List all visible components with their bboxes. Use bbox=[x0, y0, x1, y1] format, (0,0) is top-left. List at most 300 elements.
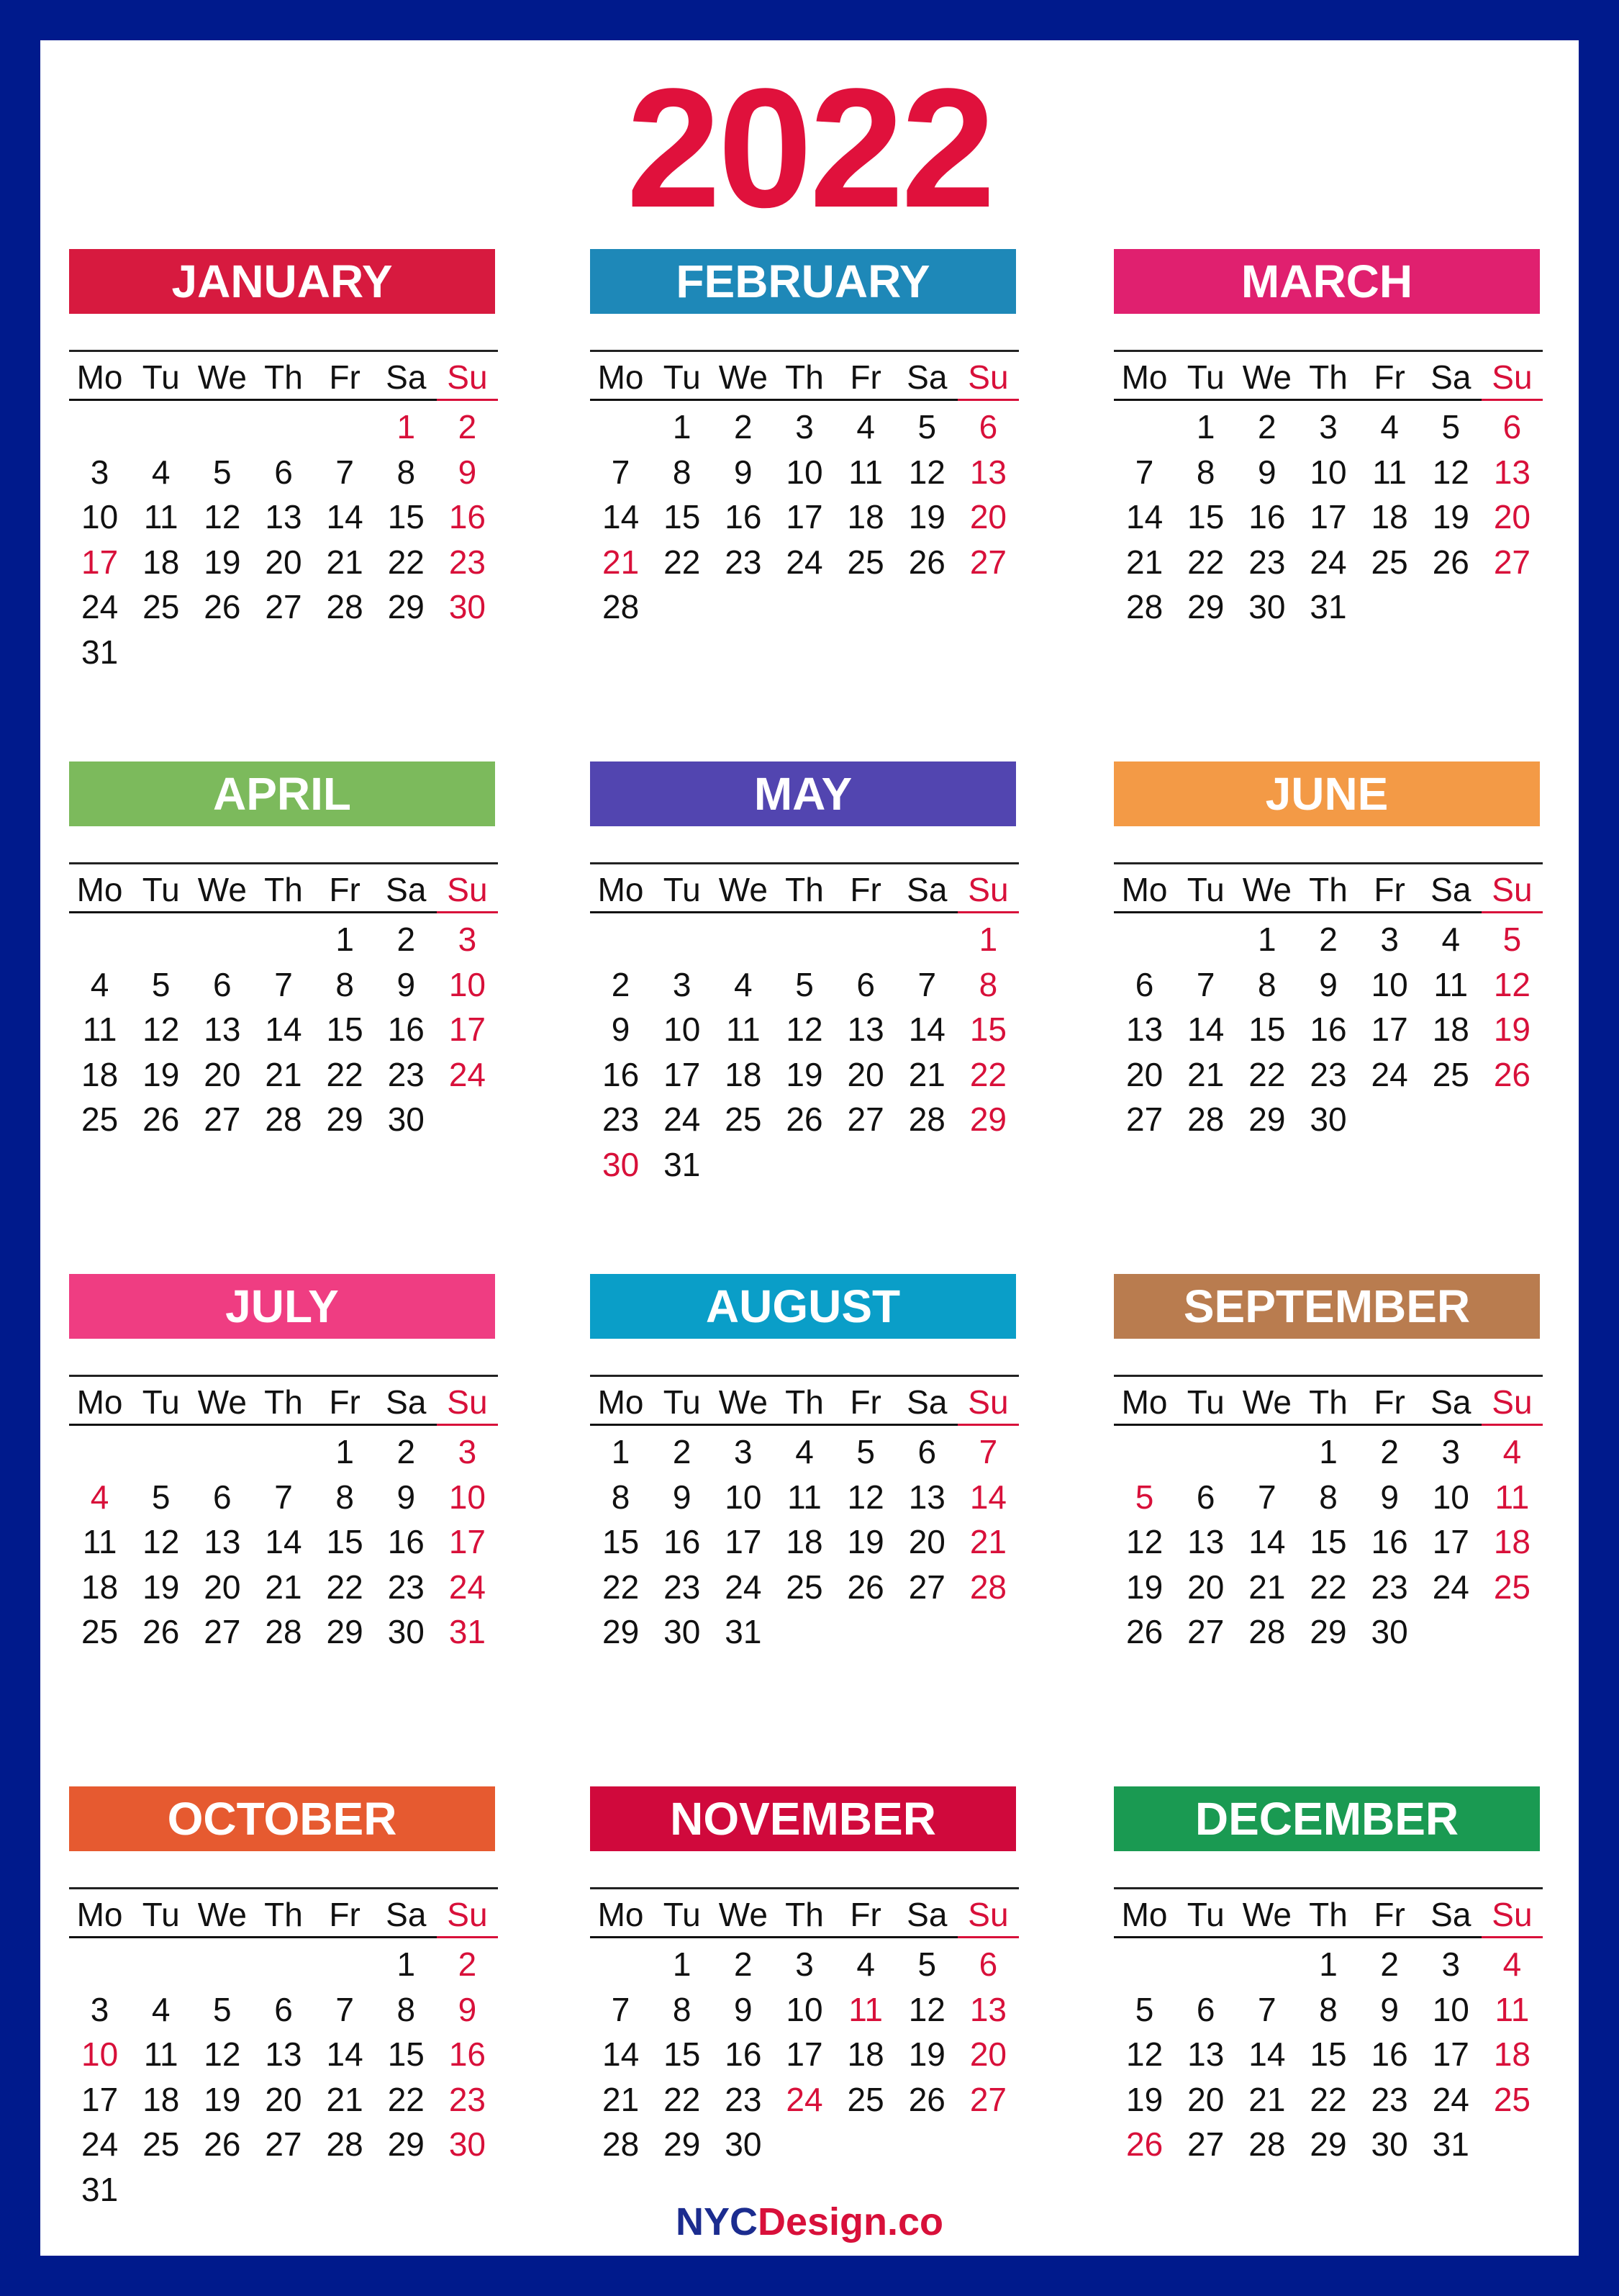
month-rule bbox=[69, 1375, 498, 1377]
day-cell: 9 bbox=[734, 453, 753, 491]
weekday-label: Su bbox=[958, 356, 1019, 401]
day-cell: 9 bbox=[734, 1990, 753, 2028]
day-cell: 6 bbox=[979, 408, 998, 446]
weekday-header bbox=[1114, 868, 1543, 911]
day-cell: 21 bbox=[602, 543, 640, 581]
day-cell: 23 bbox=[1310, 1055, 1347, 1093]
day-cell: 8 bbox=[1196, 453, 1215, 491]
day-cell: 8 bbox=[1319, 1478, 1338, 1516]
day-cell: 12 bbox=[1432, 453, 1469, 491]
day-cell: 16 bbox=[663, 1523, 701, 1560]
day-grid bbox=[590, 1942, 1019, 2167]
day-grid bbox=[69, 917, 498, 1142]
weekday-header bbox=[1114, 356, 1543, 399]
footer-credit bbox=[0, 2197, 1619, 2247]
month-rule bbox=[590, 862, 1019, 864]
empty-cell bbox=[1114, 917, 1175, 962]
day-cell: 30 bbox=[1310, 1100, 1347, 1138]
month-banner: NOVEMBER bbox=[590, 1786, 1016, 1851]
day-cell: 2 bbox=[1380, 1433, 1399, 1470]
weekday-label: We bbox=[712, 1893, 774, 1938]
weekday-label: Sa bbox=[1420, 356, 1482, 401]
month-rule bbox=[590, 1887, 1019, 1889]
day-cell: 19 bbox=[204, 2080, 241, 2118]
day-cell: 16 bbox=[725, 2035, 762, 2073]
day-cell: 18 bbox=[1432, 1011, 1469, 1048]
day-cell: 27 bbox=[969, 543, 1007, 581]
day-cell: 5 bbox=[213, 453, 232, 491]
weekday-label: Fr bbox=[835, 868, 897, 913]
weekday-label: Su bbox=[1482, 1893, 1543, 1938]
weekday-label: Th bbox=[774, 868, 835, 913]
day-cell: 25 bbox=[786, 1568, 823, 1606]
day-cell: 3 bbox=[1319, 408, 1338, 446]
footer-brand-part1: NYC bbox=[675, 2200, 758, 2243]
day-cell: 1 bbox=[672, 1945, 691, 1983]
day-cell: 24 bbox=[786, 543, 823, 581]
weekday-label: Tu bbox=[651, 1380, 712, 1426]
day-cell: 17 bbox=[786, 2035, 823, 2073]
weekday-label: Sa bbox=[1420, 1380, 1482, 1426]
day-cell: 8 bbox=[396, 453, 416, 491]
day-cell: 1 bbox=[335, 921, 354, 958]
day-cell: 27 bbox=[265, 2125, 302, 2163]
day-cell: 18 bbox=[81, 1568, 119, 1606]
day-cell: 30 bbox=[1248, 588, 1286, 625]
day-cell: 29 bbox=[326, 1100, 363, 1138]
day-cell: 24 bbox=[1432, 2080, 1469, 2118]
day-grid bbox=[69, 1942, 498, 2212]
day-cell: 16 bbox=[1371, 2035, 1408, 2073]
day-cell: 19 bbox=[847, 1523, 884, 1560]
weekday-label: Mo bbox=[590, 868, 651, 913]
day-cell: 18 bbox=[847, 498, 884, 535]
weekday-label: Th bbox=[774, 1380, 835, 1426]
day-cell: 23 bbox=[448, 2080, 486, 2118]
empty-cell bbox=[1114, 404, 1175, 450]
month-banner: JANUARY bbox=[69, 249, 495, 314]
day-cell: 29 bbox=[326, 1613, 363, 1650]
day-cell: 20 bbox=[908, 1523, 945, 1560]
day-cell: 3 bbox=[458, 921, 477, 958]
day-cell: 9 bbox=[458, 453, 477, 491]
day-cell: 1 bbox=[396, 1945, 416, 1983]
day-cell: 15 bbox=[663, 498, 701, 535]
day-cell: 11 bbox=[725, 1011, 761, 1048]
day-cell: 29 bbox=[969, 1100, 1007, 1138]
weekday-label: We bbox=[1236, 356, 1297, 401]
weekday-label: Th bbox=[774, 1893, 835, 1938]
weekday-label: Sa bbox=[897, 356, 958, 401]
day-cell: 19 bbox=[1493, 1011, 1530, 1048]
day-cell: 7 bbox=[274, 965, 293, 1003]
weekday-label: Su bbox=[1482, 1380, 1543, 1426]
day-cell: 27 bbox=[969, 2080, 1007, 2118]
day-cell: 19 bbox=[786, 1055, 823, 1093]
month-rule bbox=[590, 1375, 1019, 1377]
day-cell: 2 bbox=[734, 1945, 753, 1983]
month-rule bbox=[1114, 1887, 1543, 1889]
empty-cell bbox=[1114, 1429, 1175, 1475]
day-cell: 10 bbox=[1432, 1990, 1469, 2028]
day-cell: 20 bbox=[969, 2035, 1007, 2073]
weekday-label: Mo bbox=[69, 868, 130, 913]
day-cell: 26 bbox=[142, 1100, 180, 1138]
day-cell: 4 bbox=[151, 453, 171, 491]
day-cell: 13 bbox=[1187, 2035, 1225, 2073]
weekday-label: Tu bbox=[651, 1893, 712, 1938]
day-cell: 8 bbox=[672, 1990, 691, 2028]
day-cell: 4 bbox=[1441, 921, 1461, 958]
weekday-label: Mo bbox=[1114, 868, 1175, 913]
day-cell: 14 bbox=[602, 2035, 640, 2073]
empty-cell bbox=[130, 404, 191, 450]
day-cell: 6 bbox=[213, 965, 232, 1003]
day-cell: 13 bbox=[1125, 1011, 1164, 1048]
day-cell: 26 bbox=[1125, 1613, 1164, 1650]
weekday-header bbox=[590, 1893, 1019, 1936]
day-cell: 19 bbox=[1125, 2080, 1164, 2118]
day-cell: 27 bbox=[1493, 543, 1530, 581]
day-cell: 2 bbox=[672, 1433, 691, 1470]
weekday-label: Tu bbox=[1175, 356, 1236, 401]
day-cell: 26 bbox=[847, 1568, 884, 1606]
weekday-label: We bbox=[191, 868, 253, 913]
weekday-label: Fr bbox=[314, 868, 376, 913]
weekday-label: Mo bbox=[1114, 1380, 1175, 1426]
day-cell: 20 bbox=[265, 543, 302, 581]
day-cell: 1 bbox=[335, 1433, 354, 1470]
day-cell: 12 bbox=[204, 2035, 241, 2073]
month-banner: DECEMBER bbox=[1114, 1786, 1540, 1851]
day-cell: 13 bbox=[1187, 1523, 1225, 1560]
empty-cell bbox=[314, 404, 376, 450]
weekday-label: Su bbox=[437, 1380, 498, 1426]
day-cell: 15 bbox=[387, 2035, 425, 2073]
day-cell: 5 bbox=[795, 965, 814, 1003]
day-cell: 31 bbox=[1310, 588, 1347, 625]
day-cell: 8 bbox=[611, 1478, 630, 1516]
day-cell: 1 bbox=[1196, 408, 1215, 446]
weekday-header bbox=[69, 1893, 498, 1936]
day-cell: 10 bbox=[1432, 1478, 1469, 1516]
day-cell: 25 bbox=[847, 2080, 884, 2118]
day-cell: 24 bbox=[448, 1055, 486, 1093]
empty-cell bbox=[69, 404, 130, 450]
day-cell: 5 bbox=[1441, 408, 1461, 446]
day-cell: 15 bbox=[1310, 1523, 1347, 1560]
day-cell: 9 bbox=[458, 1990, 477, 2028]
weekday-label: Fr bbox=[1359, 1893, 1420, 1938]
day-cell: 2 bbox=[1258, 408, 1276, 446]
day-cell: 23 bbox=[663, 1568, 701, 1606]
day-cell: 4 bbox=[856, 1945, 875, 1983]
day-cell: 2 bbox=[1319, 921, 1338, 958]
day-cell: 28 bbox=[1248, 1613, 1286, 1650]
day-cell: 24 bbox=[1371, 1055, 1408, 1093]
day-cell: 6 bbox=[274, 453, 293, 491]
day-cell: 31 bbox=[81, 633, 119, 671]
weekday-label: Su bbox=[437, 1893, 498, 1938]
day-cell: 21 bbox=[908, 1055, 945, 1093]
day-cell: 18 bbox=[1493, 2035, 1530, 2073]
weekday-label: We bbox=[191, 1380, 253, 1426]
day-cell: 6 bbox=[1196, 1478, 1215, 1516]
empty-cell bbox=[69, 1429, 130, 1475]
day-cell: 29 bbox=[602, 1613, 640, 1650]
day-cell: 9 bbox=[396, 1478, 416, 1516]
weekday-label: Tu bbox=[651, 356, 712, 401]
day-cell: 17 bbox=[81, 2080, 119, 2118]
day-cell: 19 bbox=[204, 543, 241, 581]
weekday-label: Mo bbox=[1114, 356, 1175, 401]
day-cell: 2 bbox=[396, 921, 416, 958]
day-cell: 19 bbox=[142, 1055, 180, 1093]
day-cell: 13 bbox=[847, 1011, 884, 1048]
day-cell: 16 bbox=[448, 498, 486, 535]
day-cell: 20 bbox=[847, 1055, 884, 1093]
day-cell: 21 bbox=[969, 1523, 1007, 1560]
day-cell: 22 bbox=[663, 543, 701, 581]
day-cell: 6 bbox=[1502, 408, 1522, 446]
empty-cell bbox=[314, 1942, 376, 1987]
day-cell: 16 bbox=[387, 1011, 425, 1048]
day-cell: 7 bbox=[611, 1990, 630, 2028]
weekday-label: Th bbox=[253, 1380, 314, 1426]
day-cell: 13 bbox=[969, 1990, 1007, 2028]
year-title: 2022 bbox=[626, 53, 993, 243]
day-cell: 7 bbox=[917, 965, 937, 1003]
day-cell: 19 bbox=[1125, 1568, 1164, 1606]
day-cell: 29 bbox=[387, 2125, 425, 2163]
day-cell: 23 bbox=[1371, 1568, 1408, 1606]
day-cell: 18 bbox=[1493, 1523, 1530, 1560]
day-cell: 9 bbox=[611, 1011, 630, 1048]
day-cell: 1 bbox=[611, 1433, 630, 1470]
month-rule bbox=[69, 862, 498, 864]
weekday-label: Tu bbox=[130, 1380, 191, 1426]
day-cell: 13 bbox=[265, 2035, 302, 2073]
day-cell: 28 bbox=[265, 1100, 302, 1138]
day-cell: 25 bbox=[81, 1613, 119, 1650]
day-cell: 28 bbox=[969, 1568, 1007, 1606]
day-cell: 19 bbox=[142, 1568, 180, 1606]
day-cell: 10 bbox=[448, 965, 486, 1003]
day-cell: 18 bbox=[847, 2035, 884, 2073]
day-cell: 12 bbox=[786, 1011, 823, 1048]
empty-cell bbox=[253, 917, 314, 962]
day-cell: 17 bbox=[725, 1523, 762, 1560]
day-cell: 13 bbox=[969, 453, 1007, 491]
day-cell: 11 bbox=[848, 1990, 884, 2028]
day-cell: 7 bbox=[611, 453, 630, 491]
day-cell: 15 bbox=[663, 2035, 701, 2073]
weekday-label: Fr bbox=[835, 356, 897, 401]
day-cell: 12 bbox=[204, 498, 241, 535]
weekday-label: Th bbox=[1297, 356, 1359, 401]
day-cell: 27 bbox=[204, 1613, 241, 1650]
day-cell: 7 bbox=[979, 1433, 998, 1470]
month-banner: JUNE bbox=[1114, 761, 1540, 826]
day-cell: 29 bbox=[1310, 2125, 1347, 2163]
empty-cell bbox=[191, 1942, 253, 1987]
day-cell: 2 bbox=[1380, 1945, 1399, 1983]
day-cell: 25 bbox=[725, 1100, 762, 1138]
weekday-header bbox=[590, 356, 1019, 399]
day-cell: 9 bbox=[396, 965, 416, 1003]
day-cell: 2 bbox=[396, 1433, 416, 1470]
weekday-label: Fr bbox=[1359, 868, 1420, 913]
day-cell: 22 bbox=[602, 1568, 640, 1606]
day-cell: 17 bbox=[1432, 2035, 1469, 2073]
day-cell: 8 bbox=[396, 1990, 416, 2028]
month-rule bbox=[1114, 1375, 1543, 1377]
day-cell: 17 bbox=[663, 1055, 701, 1093]
day-cell: 15 bbox=[1187, 498, 1225, 535]
day-cell: 28 bbox=[326, 588, 363, 625]
day-cell: 20 bbox=[204, 1055, 241, 1093]
day-cell: 17 bbox=[1310, 498, 1347, 535]
weekday-label: We bbox=[1236, 868, 1297, 913]
day-cell: 8 bbox=[1319, 1990, 1338, 2028]
day-cell: 13 bbox=[204, 1523, 241, 1560]
day-cell: 22 bbox=[387, 543, 425, 581]
day-cell: 1 bbox=[396, 408, 416, 446]
day-cell: 7 bbox=[1135, 453, 1154, 491]
day-cell: 12 bbox=[908, 1990, 945, 2028]
day-cell: 3 bbox=[795, 408, 814, 446]
day-cell: 7 bbox=[335, 453, 354, 491]
day-grid bbox=[590, 917, 1019, 1187]
day-cell: 17 bbox=[81, 543, 119, 581]
day-cell: 27 bbox=[1187, 2125, 1225, 2163]
weekday-header bbox=[590, 1380, 1019, 1424]
day-cell: 11 bbox=[1495, 1990, 1530, 2028]
day-cell: 11 bbox=[1495, 1478, 1530, 1516]
day-cell: 24 bbox=[81, 2125, 119, 2163]
empty-cell bbox=[590, 917, 651, 962]
weekday-label: Mo bbox=[590, 356, 651, 401]
day-cell: 23 bbox=[725, 2080, 762, 2118]
empty-cell bbox=[1175, 1429, 1236, 1475]
day-cell: 14 bbox=[1187, 1011, 1225, 1048]
day-cell: 28 bbox=[1125, 588, 1164, 625]
weekday-label: Mo bbox=[69, 1380, 130, 1426]
day-cell: 22 bbox=[1248, 1055, 1286, 1093]
day-cell: 5 bbox=[1135, 1990, 1154, 2028]
weekday-label: Su bbox=[958, 1380, 1019, 1426]
day-cell: 26 bbox=[142, 1613, 180, 1650]
weekday-label: Sa bbox=[376, 868, 437, 913]
empty-cell bbox=[1236, 1429, 1297, 1475]
day-cell: 6 bbox=[917, 1433, 937, 1470]
day-cell: 13 bbox=[908, 1478, 945, 1516]
empty-cell bbox=[69, 1942, 130, 1987]
day-cell: 24 bbox=[81, 588, 119, 625]
weekday-label: Sa bbox=[376, 1380, 437, 1426]
weekday-label: Fr bbox=[835, 1893, 897, 1938]
day-cell: 24 bbox=[1310, 543, 1347, 581]
weekday-label: Fr bbox=[314, 1893, 376, 1938]
empty-cell bbox=[130, 1942, 191, 1987]
day-cell: 23 bbox=[1248, 543, 1286, 581]
day-cell: 4 bbox=[151, 1990, 171, 2028]
day-cell: 3 bbox=[1441, 1945, 1461, 1983]
day-cell: 12 bbox=[1125, 1523, 1164, 1560]
day-cell: 15 bbox=[1248, 1011, 1286, 1048]
day-cell: 11 bbox=[82, 1011, 117, 1048]
day-cell: 11 bbox=[1372, 453, 1407, 491]
weekday-label: Tu bbox=[130, 356, 191, 401]
day-cell: 8 bbox=[672, 453, 691, 491]
day-cell: 2 bbox=[458, 1945, 477, 1983]
day-cell: 30 bbox=[602, 1145, 640, 1183]
day-cell: 4 bbox=[734, 965, 753, 1003]
day-cell: 3 bbox=[90, 1990, 109, 2028]
day-cell: 21 bbox=[265, 1568, 302, 1606]
day-cell: 10 bbox=[448, 1478, 486, 1516]
day-cell: 27 bbox=[908, 1568, 945, 1606]
day-cell: 18 bbox=[725, 1055, 762, 1093]
day-cell: 5 bbox=[213, 1990, 232, 2028]
day-cell: 19 bbox=[908, 498, 945, 535]
day-cell: 17 bbox=[448, 1011, 486, 1048]
day-cell: 25 bbox=[847, 543, 884, 581]
weekday-label: Th bbox=[253, 1893, 314, 1938]
day-cell: 15 bbox=[1310, 2035, 1347, 2073]
day-cell: 13 bbox=[204, 1011, 241, 1048]
day-cell: 18 bbox=[142, 2080, 180, 2118]
day-cell: 6 bbox=[1196, 1990, 1215, 2028]
day-cell: 27 bbox=[265, 588, 302, 625]
day-cell: 22 bbox=[326, 1055, 363, 1093]
day-cell: 21 bbox=[265, 1055, 302, 1093]
weekday-label: Tu bbox=[1175, 1380, 1236, 1426]
day-cell: 22 bbox=[969, 1055, 1007, 1093]
day-cell: 14 bbox=[1248, 2035, 1286, 2073]
weekday-label: Sa bbox=[376, 1893, 437, 1938]
day-cell: 4 bbox=[1502, 1433, 1522, 1470]
weekday-label: Su bbox=[958, 1893, 1019, 1938]
day-cell: 3 bbox=[1441, 1433, 1461, 1470]
month-banner: FEBRUARY bbox=[590, 249, 1016, 314]
day-cell: 14 bbox=[326, 498, 363, 535]
empty-cell bbox=[712, 917, 774, 962]
month-banner: AUGUST bbox=[590, 1274, 1016, 1339]
day-cell: 17 bbox=[786, 498, 823, 535]
day-cell: 27 bbox=[204, 1100, 241, 1138]
day-cell: 31 bbox=[81, 2170, 119, 2208]
day-cell: 14 bbox=[602, 498, 640, 535]
day-cell: 26 bbox=[786, 1100, 823, 1138]
day-cell: 15 bbox=[602, 1523, 640, 1560]
day-cell: 23 bbox=[1371, 2080, 1408, 2118]
day-cell: 16 bbox=[725, 498, 762, 535]
day-cell: 10 bbox=[1310, 453, 1347, 491]
day-cell: 25 bbox=[1493, 2080, 1530, 2118]
day-cell: 4 bbox=[1380, 408, 1399, 446]
month-rule bbox=[69, 350, 498, 352]
empty-cell bbox=[835, 917, 897, 962]
weekday-label: Th bbox=[1297, 1380, 1359, 1426]
day-cell: 12 bbox=[142, 1011, 180, 1048]
day-cell: 29 bbox=[1187, 588, 1225, 625]
day-cell: 14 bbox=[326, 2035, 363, 2073]
day-cell: 11 bbox=[1433, 965, 1469, 1003]
day-cell: 15 bbox=[969, 1011, 1007, 1048]
day-cell: 3 bbox=[672, 965, 691, 1003]
day-cell: 9 bbox=[1380, 1990, 1399, 2028]
